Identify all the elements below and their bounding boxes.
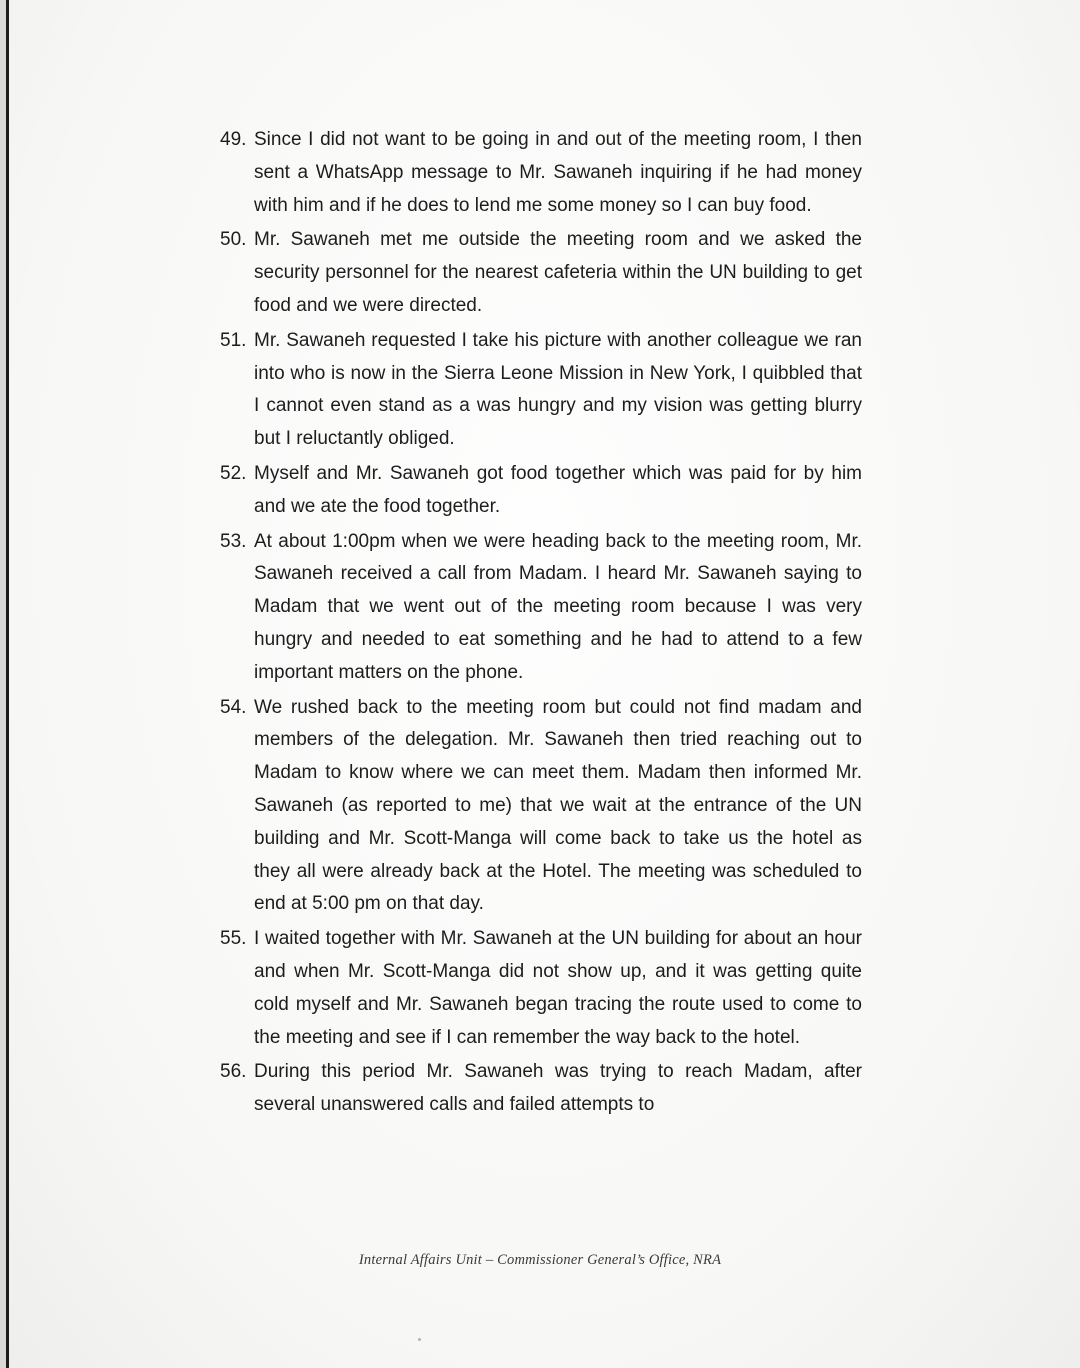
paragraph-number: 53. [220,530,247,552]
paragraph-53 [220,526,862,690]
paragraph-text: We rushed back to the meeting room but could not find madam and members of the delegation. Mr. Sawaneh then tried reaching out to Madam to know where we can meet them. Madam then informed Mr. Sawaneh (as reported to me) that we wait at the entrance of the UN building and Mr. Scott-Manga will come back to take us the hotel as they all were already back at the Hotel. The meeting was scheduled to end at 5:00 pm on that day. [254,696,862,915]
paragraph-list [220,124,862,1122]
paragraph-number: 54. [220,696,247,718]
paragraph-49 [220,124,862,222]
paragraph-50 [220,224,862,322]
paragraph-text: Myself and Mr. Sawaneh got food together which was paid for by him and we ate the food together. [254,462,862,517]
page-footer: Internal Affairs Unit – Commissioner General’s Office, NRA [358,1252,722,1268]
scan-speck [418,1338,421,1341]
paragraph-text: Mr. Sawaneh met me outside the meeting room and we asked the security personnel for the nearest cafeteria within the UN building to get food and we were directed. [254,229,862,316]
paragraph-55 [220,923,862,1054]
paragraph-text: I waited together with Mr. Sawaneh at the UN building for about an hour and when Mr. Scott-Manga did not show up, and it was getting quite cold myself and Mr. Sawaneh began tracing the route used to come to the meeting and see if I can remember the way back to the hotel. [254,928,862,1048]
paragraph-number: 55. [220,928,247,950]
paragraph-text: Mr. Sawaneh requested I take his picture with another colleague we ran into who is now in the Sierra Leone Mission in New York, I quibbled that I cannot even stand as a was hungry and my vision was getting blurry but I reluctantly obliged. [254,329,862,450]
paragraph-number: 51. [220,329,247,351]
page-left-edge [6,0,9,1368]
paragraph-52 [220,458,862,524]
paragraph-number: 56. [220,1061,247,1083]
paragraph-number: 49. [220,129,247,150]
paragraph-51 [220,325,862,456]
paragraph-text: During this period Mr. Sawaneh was trying to reach Madam, after several unanswered calls and failed attempts to [254,1061,862,1116]
paragraph-text: Since I did not want to be going in and out of the meeting room, I then sent a WhatsApp message to Mr. Sawaneh inquiring if he had money with him and if he does to lend me some money so I can buy food. [254,129,862,216]
paragraph-number: 52. [220,462,247,484]
paragraph-text: At about 1:00pm when we were heading back to the meeting room, Mr. Sawaneh received a call from Madam. I heard Mr. Sawaneh saying to Madam that we went out of the meeting room because I was very hungry and needed to eat something and he had to attend to a few important matters on the phone. [254,530,862,683]
paragraph-54 [220,692,862,922]
paragraph-number: 50. [220,229,247,251]
paragraph-56 [220,1056,862,1122]
